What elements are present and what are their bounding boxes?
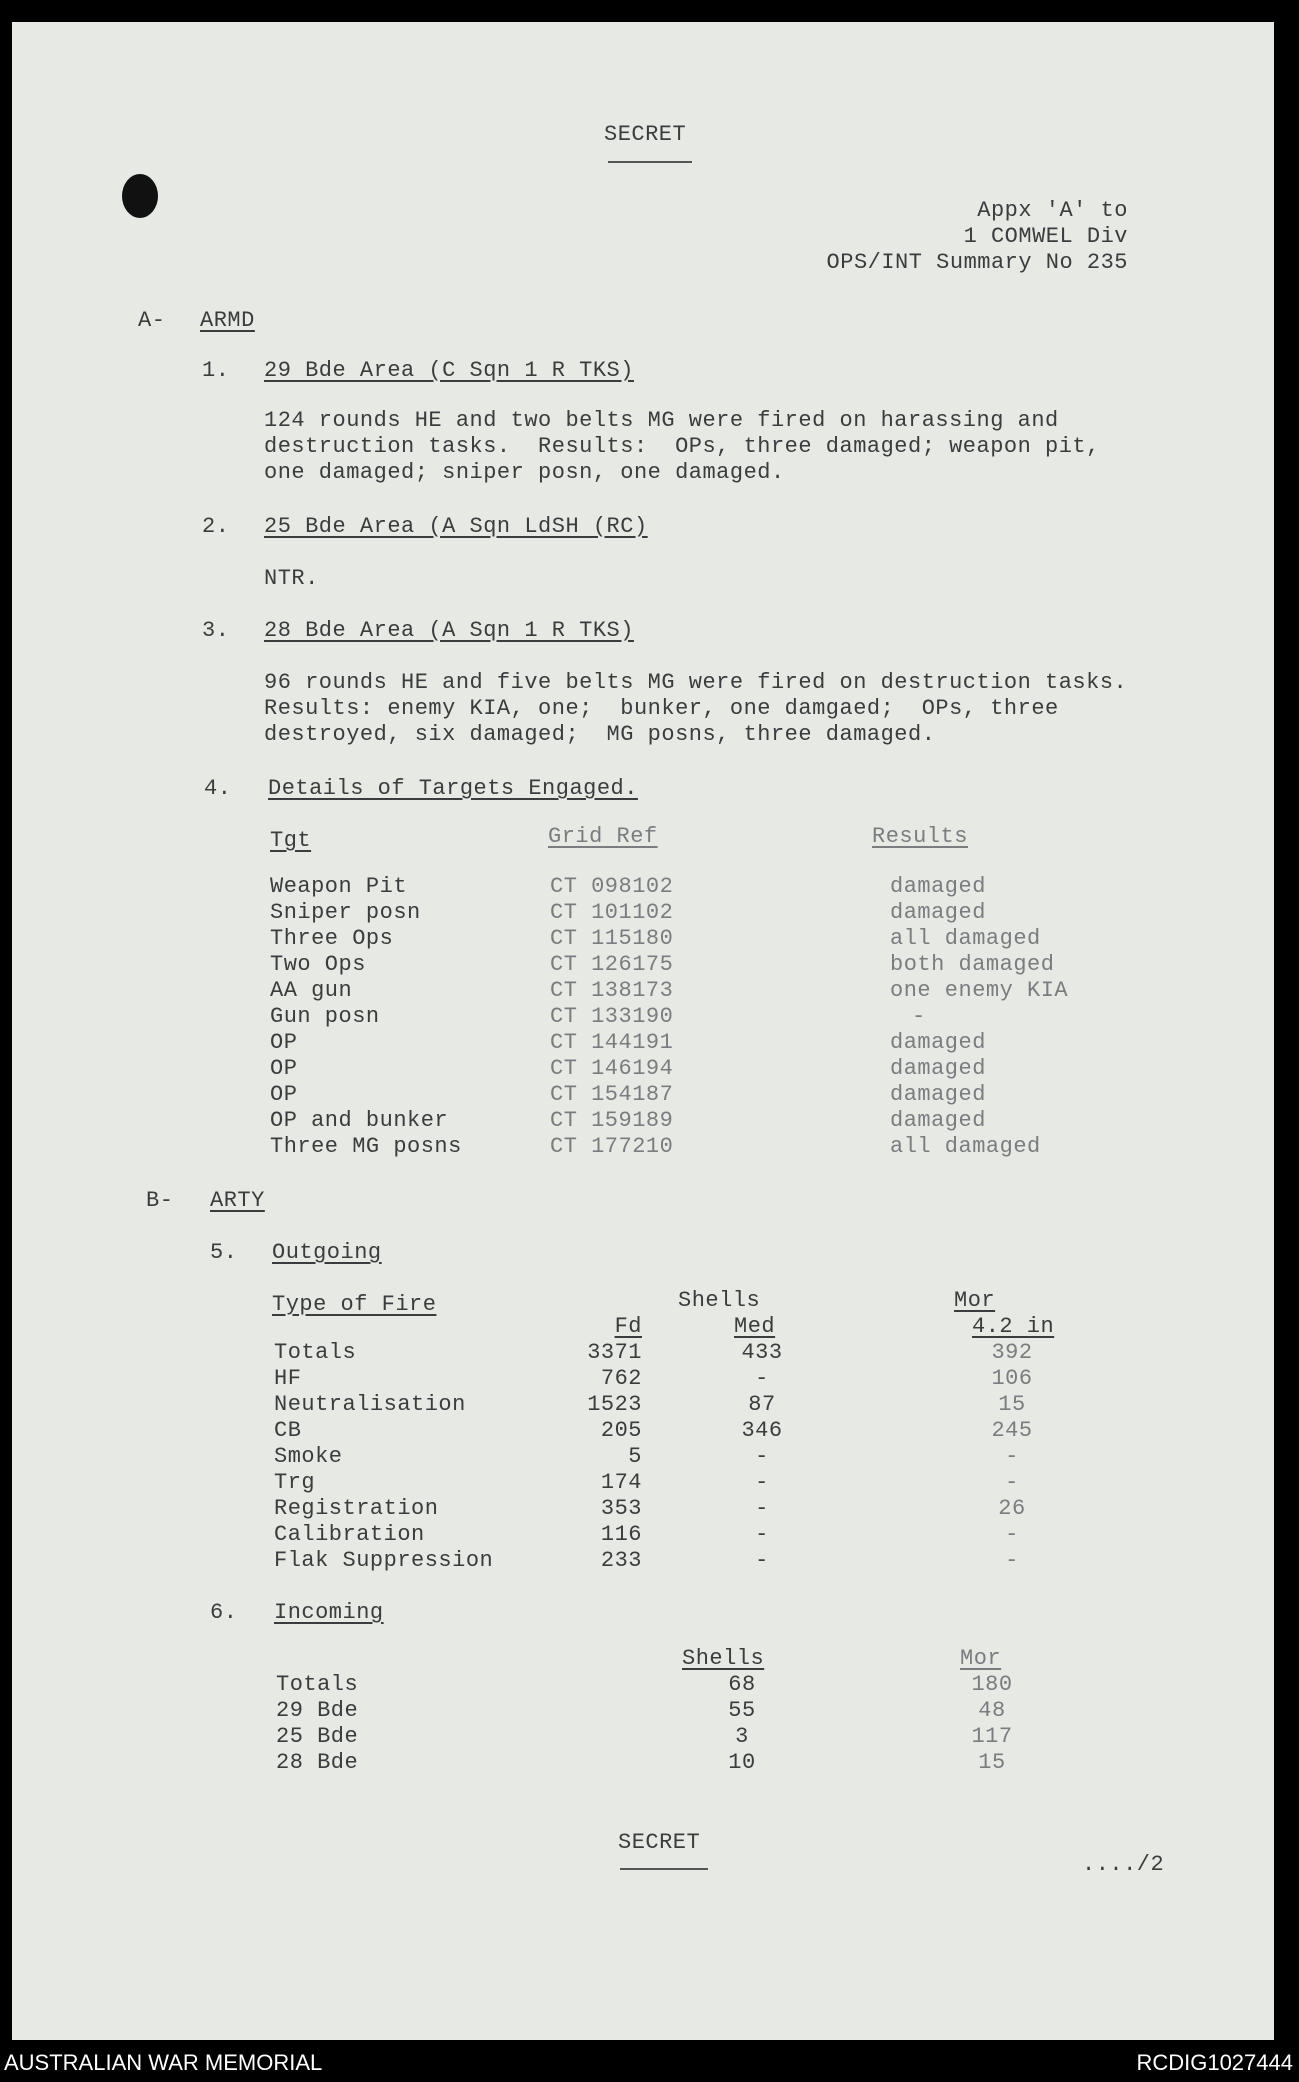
outgoing-row-2-med: -	[755, 1366, 769, 1391]
target-row-2-result: damaged	[890, 900, 986, 925]
section-b-title: ARTY	[210, 1188, 265, 1213]
target-row-6-grid: CT 133190	[550, 1004, 674, 1029]
item-6-heading: Incoming	[274, 1600, 384, 1625]
target-row-11-result: all damaged	[890, 1134, 1041, 1159]
item-4-heading: Details of Targets Engaged.	[268, 776, 638, 801]
outgoing-row-4-fd: 205	[600, 1418, 642, 1443]
outgoing-row-2-mor: 106	[991, 1366, 1033, 1391]
target-row-11-grid: CT 177210	[550, 1134, 674, 1159]
secret-bottom-underline	[620, 1868, 708, 1870]
outgoing-row-9-type: Flak Suppression	[274, 1548, 494, 1573]
section-b-label: B-	[146, 1188, 174, 1213]
outgoing-row-2-type: HF	[274, 1366, 302, 1391]
item-4-num: 4.	[204, 776, 232, 801]
outgoing-row-5-med: -	[755, 1444, 769, 1469]
item-2-num: 2.	[202, 514, 230, 539]
target-row-8-tgt: OP	[270, 1056, 298, 1081]
outgoing-col-mor: Mor	[954, 1288, 996, 1313]
outgoing-row-8-mor: -	[1005, 1522, 1019, 1547]
item-1-line-1: 124 rounds HE and two belts MG were fired on harassing and	[264, 408, 1059, 433]
incoming-row-4-mor: 15	[978, 1750, 1006, 1775]
outgoing-row-6-mor: -	[1005, 1470, 1019, 1495]
outgoing-row-7-fd: 353	[600, 1496, 642, 1521]
target-row-10-result: damaged	[890, 1108, 986, 1133]
section-a-title: ARMD	[200, 308, 255, 333]
outgoing-row-6-med: -	[755, 1470, 769, 1495]
incoming-col-mor: Mor	[960, 1646, 1002, 1671]
appx-line-3: OPS/INT Summary No 235	[826, 250, 1128, 275]
item-1-line-2: destruction tasks. Results: OPs, three damaged; weapon pit,	[264, 434, 1100, 459]
outgoing-row-6-fd: 174	[600, 1470, 642, 1495]
targets-col-results: Results	[872, 824, 968, 849]
outgoing-row-8-fd: 116	[600, 1522, 642, 1547]
incoming-row-3-shells: 3	[735, 1724, 749, 1749]
item-3-line-2: Results: enemy KIA, one; bunker, one damgaed; OPs, three	[264, 696, 1059, 721]
incoming-col-shells: Shells	[682, 1646, 765, 1671]
item-1-heading: 29 Bde Area (C Sqn 1 R TKS)	[264, 358, 634, 383]
outgoing-row-5-type: Smoke	[274, 1444, 343, 1469]
outgoing-row-5-mor: -	[1005, 1444, 1019, 1469]
outgoing-row-7-mor: 26	[998, 1496, 1026, 1521]
target-row-2-grid: CT 101102	[550, 900, 674, 925]
outgoing-row-1-type: Totals	[274, 1340, 357, 1365]
target-row-8-grid: CT 146194	[550, 1056, 674, 1081]
item-2-heading: 25 Bde Area (A Sqn LdSH (RC)	[264, 514, 648, 539]
target-row-5-grid: CT 138173	[550, 978, 674, 1003]
target-row-9-grid: CT 154187	[550, 1082, 674, 1107]
target-row-8-result: damaged	[890, 1056, 986, 1081]
target-row-10-grid: CT 159189	[550, 1108, 674, 1133]
outgoing-row-4-type: CB	[274, 1418, 302, 1443]
target-row-2-tgt: Sniper posn	[270, 900, 421, 925]
section-a-label: A-	[138, 308, 166, 333]
outgoing-row-8-type: Calibration	[274, 1522, 425, 1547]
outgoing-col-med: Med	[734, 1314, 776, 1339]
punch-hole	[122, 174, 158, 218]
item-3-num: 3.	[202, 618, 230, 643]
outgoing-row-4-mor: 245	[991, 1418, 1033, 1443]
outgoing-row-2-fd: 762	[600, 1366, 642, 1391]
appx-line-2: 1 COMWEL Div	[963, 224, 1128, 249]
archive-credit: AUSTRALIAN WAR MEMORIAL	[4, 2050, 323, 2075]
outgoing-row-3-mor: 15	[998, 1392, 1026, 1417]
targets-col-grid: Grid Ref	[548, 824, 658, 849]
outgoing-row-3-type: Neutralisation	[274, 1392, 466, 1417]
target-row-3-tgt: Three Ops	[270, 926, 394, 951]
outgoing-row-1-med: 433	[741, 1340, 783, 1365]
outgoing-row-9-med: -	[755, 1548, 769, 1573]
outgoing-row-3-fd: 1523	[587, 1392, 642, 1417]
incoming-row-3-label: 25 Bde	[276, 1724, 359, 1749]
target-row-7-result: damaged	[890, 1030, 986, 1055]
target-row-4-grid: CT 126175	[550, 952, 674, 977]
item-5-num: 5.	[210, 1240, 238, 1265]
incoming-row-1-label: Totals	[276, 1672, 359, 1697]
document-page	[12, 22, 1274, 2040]
target-row-1-grid: CT 098102	[550, 874, 674, 899]
outgoing-row-8-med: -	[755, 1522, 769, 1547]
outgoing-col-mor-sub: 4.2 in	[972, 1314, 1055, 1339]
outgoing-row-9-fd: 233	[600, 1548, 642, 1573]
target-row-4-tgt: Two Ops	[270, 952, 366, 977]
page-continuation: ..../2	[1082, 1852, 1165, 1877]
target-row-7-tgt: OP	[270, 1030, 298, 1055]
item-5-heading: Outgoing	[272, 1240, 382, 1265]
outgoing-col-shells: Shells	[678, 1288, 761, 1313]
target-row-9-tgt: OP	[270, 1082, 298, 1107]
item-2-line-1: NTR.	[264, 566, 319, 591]
target-row-5-tgt: AA gun	[270, 978, 353, 1003]
outgoing-row-4-med: 346	[741, 1418, 783, 1443]
incoming-row-2-shells: 55	[728, 1698, 756, 1723]
outgoing-row-5-fd: 5	[628, 1444, 642, 1469]
incoming-row-3-mor: 117	[971, 1724, 1013, 1749]
outgoing-row-3-med: 87	[748, 1392, 776, 1417]
outgoing-row-7-med: -	[755, 1496, 769, 1521]
outgoing-row-1-mor: 392	[991, 1340, 1033, 1365]
target-row-3-grid: CT 115180	[550, 926, 674, 951]
item-1-num: 1.	[202, 358, 230, 383]
outgoing-col-type: Type of Fire	[272, 1292, 437, 1317]
incoming-row-4-label: 28 Bde	[276, 1750, 359, 1775]
incoming-row-2-label: 29 Bde	[276, 1698, 359, 1723]
target-row-11-tgt: Three MG posns	[270, 1134, 462, 1159]
target-row-6-result: -	[912, 1004, 926, 1029]
target-row-5-result: one enemy KIA	[890, 978, 1069, 1003]
target-row-7-grid: CT 144191	[550, 1030, 674, 1055]
incoming-row-1-shells: 68	[728, 1672, 756, 1697]
outgoing-row-6-type: Trg	[274, 1470, 316, 1495]
outgoing-col-fd: Fd	[614, 1314, 642, 1339]
target-row-4-result: both damaged	[890, 952, 1055, 977]
archive-id: RCDIG1027444	[1136, 2050, 1293, 2075]
outgoing-row-1-fd: 3371	[587, 1340, 642, 1365]
targets-col-tgt: Tgt	[270, 828, 312, 853]
secret-bottom: SECRET	[618, 1830, 701, 1855]
incoming-row-1-mor: 180	[971, 1672, 1013, 1697]
target-row-10-tgt: OP and bunker	[270, 1108, 449, 1133]
target-row-1-result: damaged	[890, 874, 986, 899]
secret-top: SECRET	[604, 122, 687, 147]
item-3-line-1: 96 rounds HE and five belts MG were fired on destruction tasks.	[264, 670, 1128, 695]
target-row-6-tgt: Gun posn	[270, 1004, 380, 1029]
item-3-heading: 28 Bde Area (A Sqn 1 R TKS)	[264, 618, 634, 643]
target-row-3-result: all damaged	[890, 926, 1041, 951]
incoming-row-4-shells: 10	[728, 1750, 756, 1775]
secret-underline	[608, 161, 692, 163]
appx-line-1: Appx 'A' to	[977, 198, 1128, 223]
outgoing-row-9-mor: -	[1005, 1548, 1019, 1573]
item-1-line-3: one damaged; sniper posn, one damaged.	[264, 460, 785, 485]
incoming-row-2-mor: 48	[978, 1698, 1006, 1723]
item-3-line-3: destroyed, six damaged; MG posns, three damaged.	[264, 722, 936, 747]
outgoing-row-7-type: Registration	[274, 1496, 439, 1521]
item-6-num: 6.	[210, 1600, 238, 1625]
target-row-1-tgt: Weapon Pit	[270, 874, 408, 899]
target-row-9-result: damaged	[890, 1082, 986, 1107]
